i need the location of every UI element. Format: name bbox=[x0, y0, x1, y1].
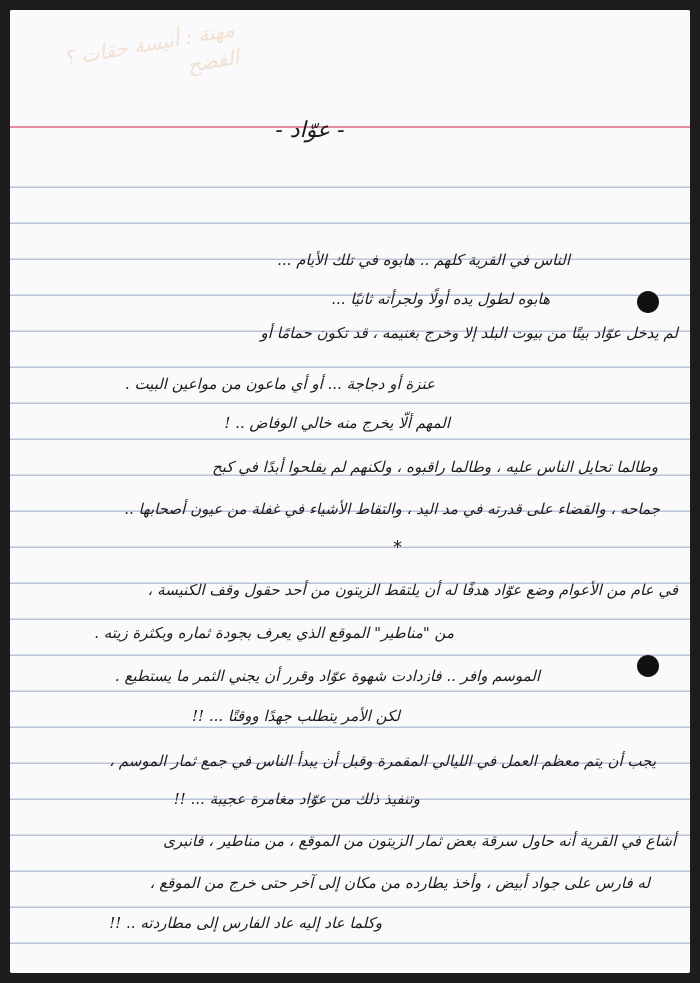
text-line: له فارس على جواد أبيض ، وأخذ يطارده من مكان إلى آخر حتى خرج من الموقع ، bbox=[149, 874, 650, 892]
text-line: في عام من الأعوام وضع عوّاد هدفًا له أن يلتقط الزيتون من أحد حقول وقف الكنيسة ، bbox=[147, 581, 678, 599]
corner-handwritten-note: مهنة : أنيسة حقات ؟ الفضح bbox=[61, 17, 241, 78]
text-line: يجب أن يتم معظم العمل في الليالي المقمرة وقبل أن يبدأ الناس في جمع ثمار الموسم ، bbox=[109, 752, 656, 770]
text-line: وطالما تحايل الناس عليه ، وطالما راقبوه ، ولكنهم لم يفلحوا أبدًا في كبح bbox=[212, 458, 658, 476]
page-title: - عوّاد - bbox=[275, 118, 345, 143]
text-line: لم يدخل عوّاد بيتًا من بيوت البلد إلا وخرج بغنيمه ، قد تكون حمامًا أو bbox=[260, 324, 678, 342]
notebook-page bbox=[10, 10, 690, 973]
text-line: عنزة أو دجاجة ... أو أي ماعون من مواعين البيت . bbox=[124, 375, 435, 393]
text-line: الموسم وافر .. فازدادت شهوة عوّاد وقرر أن يجني الثمر ما يستطيع . bbox=[114, 667, 540, 685]
punch-hole-bottom bbox=[637, 655, 659, 677]
text-line: من "مناطير" الموقع الذي يعرف بجودة ثماره وبكثرة زيته . bbox=[94, 624, 454, 642]
punch-hole-top bbox=[637, 291, 659, 313]
text-line: وكلما عاد إليه عاد الفارس إلى مطاردته .. !! bbox=[109, 914, 382, 932]
text-line: لكن الأمر يتطلب جهدًا ووقتًا ... !! bbox=[192, 707, 400, 725]
text-line: الناس في القرية كلهم .. هابوه في تلك الأيام ... bbox=[277, 251, 570, 269]
text-line: المهم ألّا يخرج منه خالي الوفاض .. ! bbox=[224, 414, 450, 432]
section-separator: * bbox=[393, 537, 402, 558]
text-line: هابوه لطول يده أولًا ولجرأته ثانيًا ... bbox=[331, 290, 550, 308]
text-line: وتنفيذ ذلك من عوّاد مغامرة عجيبة ... !! bbox=[173, 790, 420, 808]
text-line: جماحه ، والقضاء على قدرته في مد اليد ، والتقاط الأشياء في غفلة من عيون أصحابها .. bbox=[124, 500, 660, 518]
text-line: أشاع في القرية أنه حاول سرقة بعض ثمار الزيتون من الموقع ، من مناطير ، فانبرى bbox=[163, 832, 676, 850]
